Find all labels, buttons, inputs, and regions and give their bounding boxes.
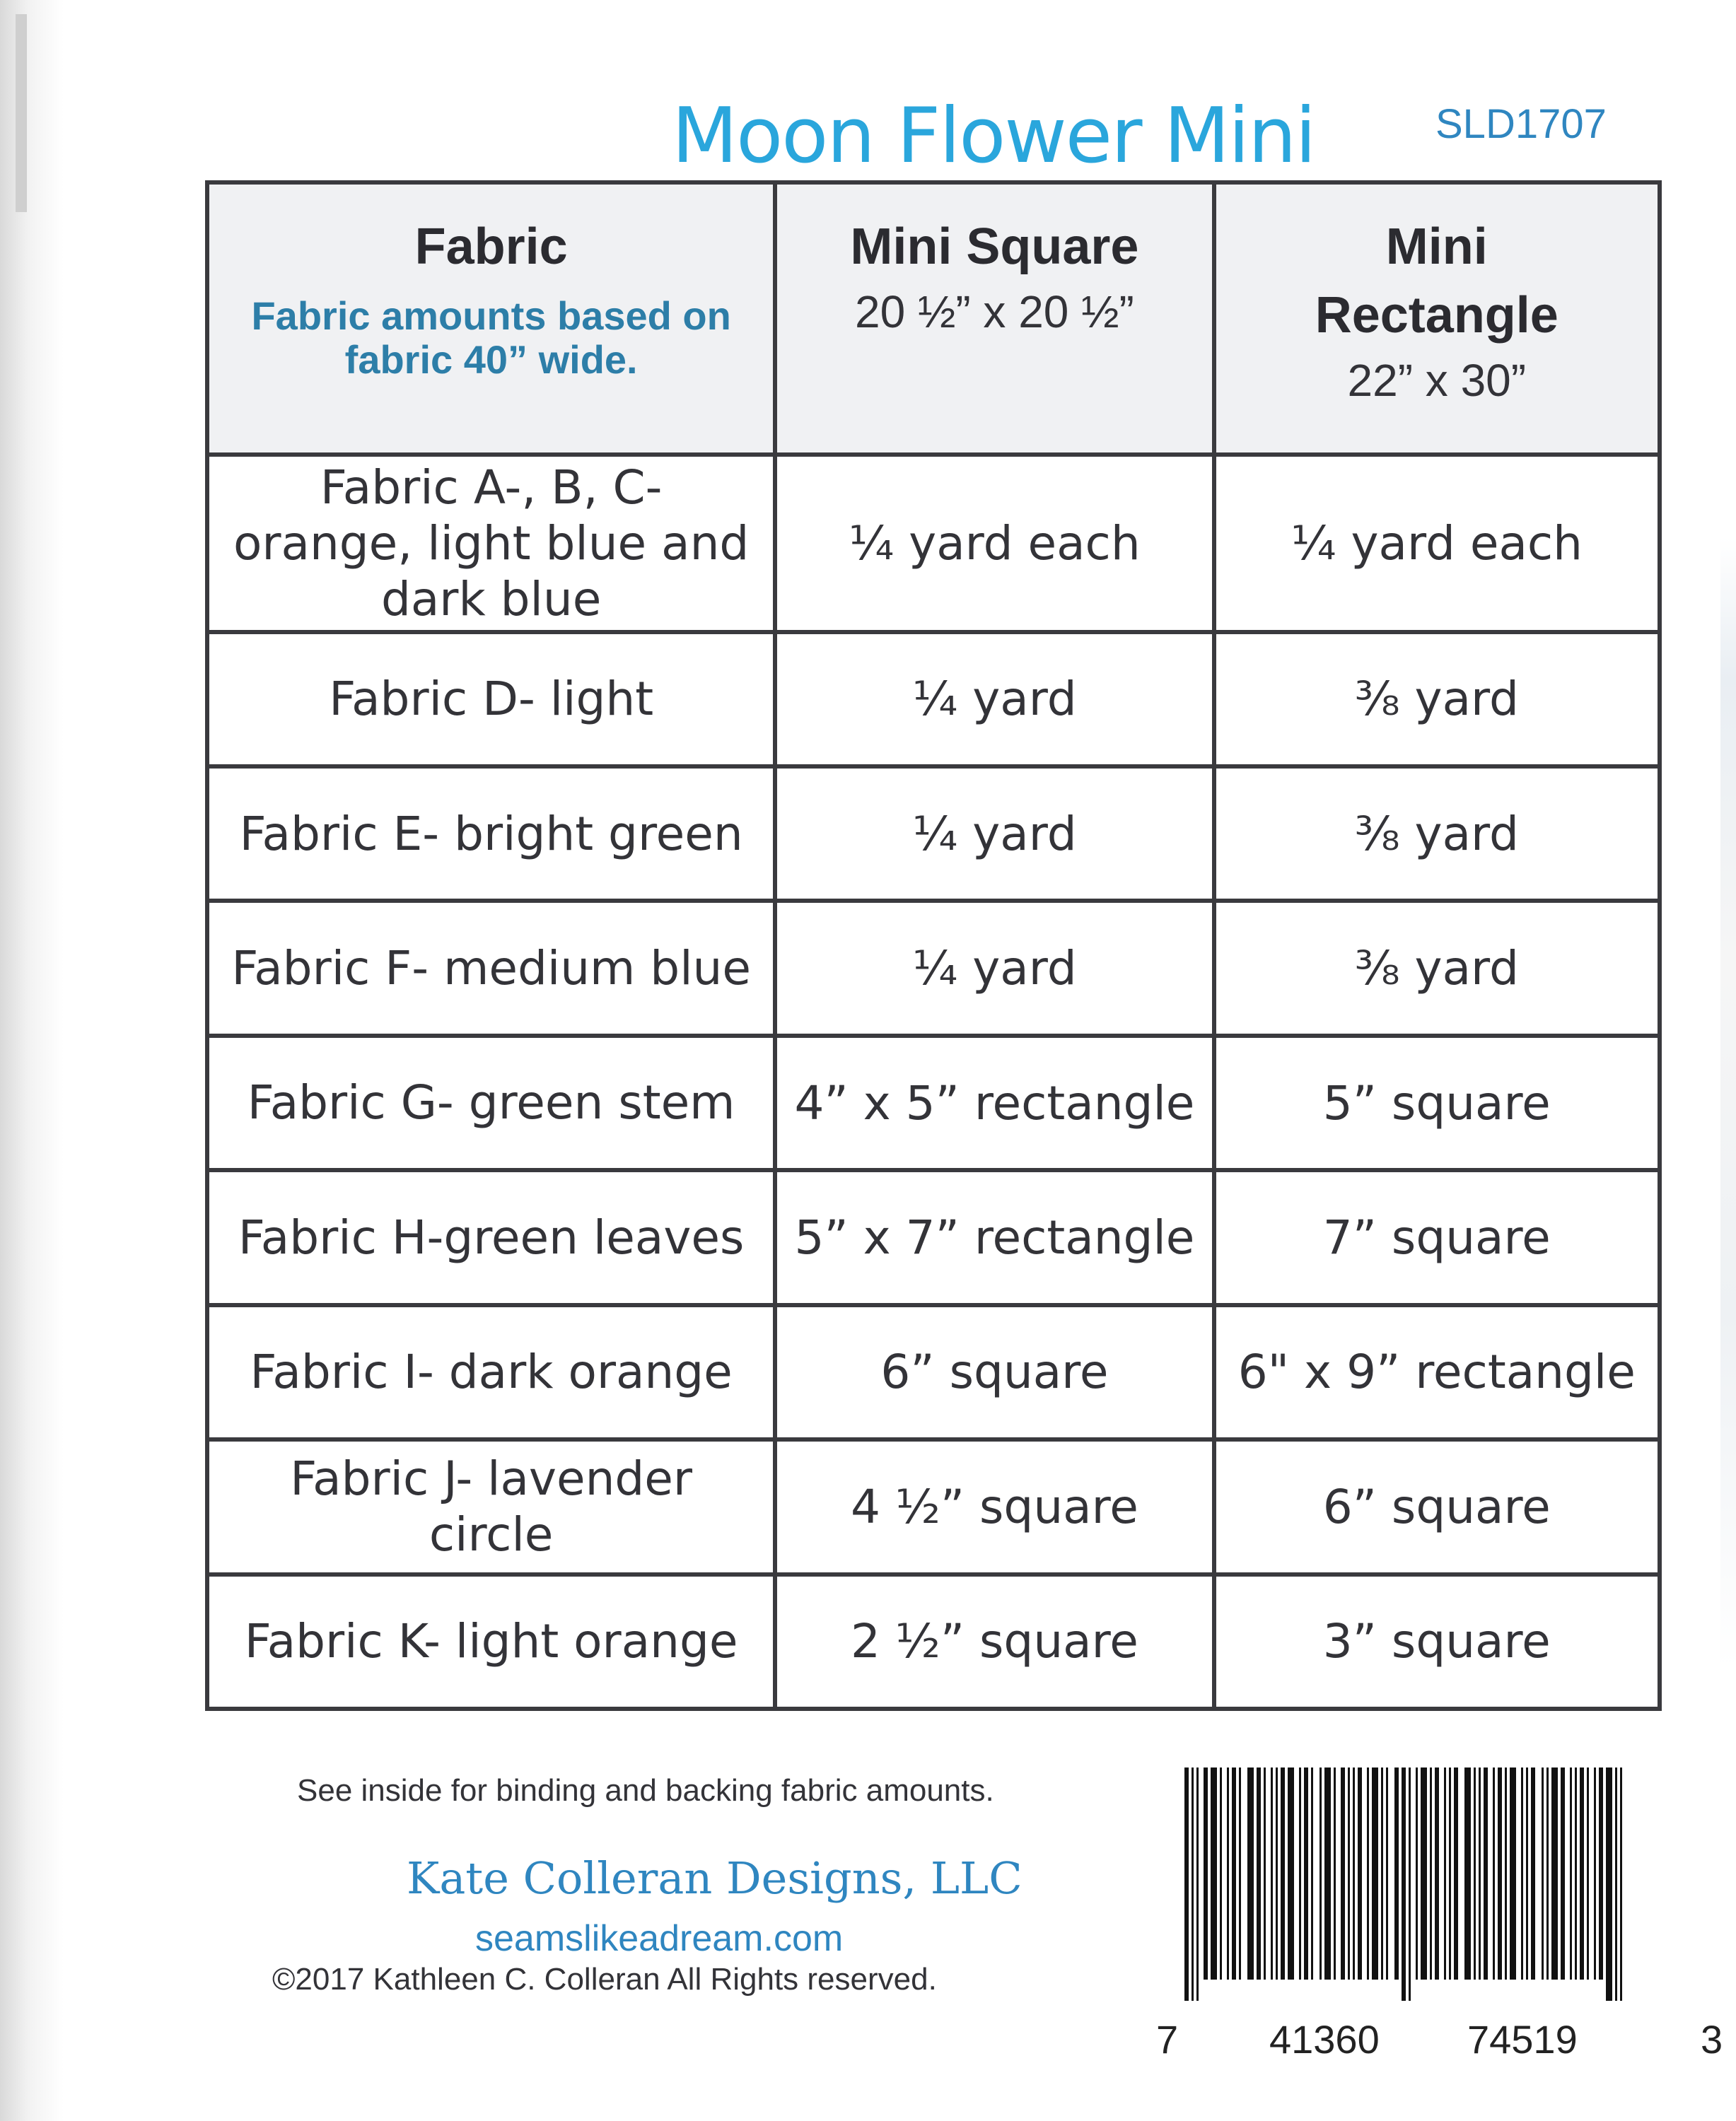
barcode-bar: [1288, 1768, 1294, 1980]
barcode-bar: [1620, 1768, 1622, 2001]
mini-rectangle-cell: ⅜ yard: [1214, 901, 1660, 1035]
mini-square-cell: ¼ yard each: [775, 455, 1213, 632]
barcode-bar: [1599, 1768, 1603, 1980]
fabric-requirements-table: [205, 180, 1662, 1711]
barcode: [1156, 1768, 1723, 2062]
mini-square-cell: ¼ yard: [775, 901, 1213, 1035]
barcode-bar: [1232, 1768, 1236, 1980]
barcode-bar: [1348, 1768, 1350, 1980]
binding-backing-note: See inside for binding and backing fabric amounts.: [297, 1773, 994, 1808]
barcode-digit-left: 7: [1156, 2017, 1179, 2062]
table-row: [207, 901, 1660, 1035]
barcode-bar: [1474, 1768, 1476, 1980]
mini-rectangle-title-line1: Mini: [1385, 218, 1488, 275]
barcode-bar: [1402, 1768, 1406, 2001]
barcode-bar: [1264, 1768, 1266, 1980]
mini-square-cell: 4” x 5” rectangle: [775, 1036, 1213, 1170]
table-row: [207, 1439, 1660, 1574]
pattern-title: Moon Flower Mini: [672, 92, 1315, 180]
table-row: [207, 1574, 1660, 1709]
barcode-bar: [1484, 1768, 1488, 1980]
barcode-group-1: 41360: [1269, 2017, 1380, 2062]
barcode-bar: [1546, 1768, 1549, 1980]
barcode-bar: [1353, 1768, 1355, 1980]
barcode-bar: [1239, 1768, 1241, 1980]
barcode-bar: [1276, 1768, 1278, 1980]
barcode-bar: [1421, 1768, 1427, 1980]
barcode-bar: [1196, 1768, 1199, 2001]
barcode-bar: [1606, 1768, 1612, 2001]
barcode-bar: [1271, 1768, 1273, 1980]
barcode-bar: [1454, 1768, 1458, 1980]
mini-square-cell: 4 ½” square: [775, 1439, 1213, 1574]
table-row: [207, 1170, 1660, 1304]
mini-square-cell: 2 ½” square: [775, 1574, 1213, 1709]
mini-rectangle-cell: 3” square: [1214, 1574, 1660, 1709]
barcode-bar: [1615, 1768, 1617, 2001]
barcode-bar: [1394, 1768, 1399, 1980]
barcode-bar: [1227, 1768, 1229, 1980]
barcode-bar: [1498, 1768, 1502, 1980]
table-row: [207, 455, 1660, 632]
barcode-bar: [1247, 1768, 1254, 1980]
fabric-cell: Fabric D- light: [207, 632, 775, 766]
barcode-bar: [1311, 1768, 1313, 1980]
fabric-cell: Fabric G- green stem: [207, 1036, 775, 1170]
fabric-cell: Fabric I- dark orange: [207, 1305, 775, 1439]
barcode-bar: [1521, 1768, 1523, 1980]
fabric-cell: Fabric H-green leaves: [207, 1170, 775, 1304]
pattern-code: SLD1707: [1435, 101, 1607, 147]
barcode-bar: [1561, 1768, 1565, 1980]
barcode-bar: [1570, 1768, 1572, 1980]
mini-square-cell: 5” x 7” rectangle: [775, 1170, 1213, 1304]
fabric-cell: Fabric E- bright green: [207, 766, 775, 901]
fabric-header-title: Fabric: [414, 218, 568, 275]
barcode-bar: [1510, 1768, 1516, 1980]
barcode-bar: [1493, 1768, 1495, 1980]
barcode-bar: [1449, 1768, 1451, 1980]
barcode-bar: [1324, 1768, 1331, 1980]
barcode-bar: [1587, 1768, 1589, 1980]
barcode-bar: [1531, 1768, 1535, 1980]
barcode-bar: [1386, 1768, 1388, 1980]
mini-rectangle-title-line2: Rectangle: [1315, 287, 1559, 344]
barcode-group-2: 74519: [1467, 2017, 1578, 2062]
company-name: Kate Colleran Designs, LLC: [407, 1852, 1023, 1904]
fabric-cell: Fabric A-, B, C- orange, light blue and dark blue: [207, 455, 775, 632]
barcode-bar: [1320, 1768, 1322, 1980]
table-row: [207, 766, 1660, 901]
barcode-bar: [1184, 1768, 1189, 2001]
barcode-bar: [1381, 1768, 1383, 1980]
fabric-cell: Fabric J- lavender circle: [207, 1439, 775, 1574]
barcode-bar: [1416, 1768, 1418, 1980]
mini-square-size: 20 ½” x 20 ½”: [854, 286, 1134, 338]
barcode-bar: [1257, 1768, 1261, 1980]
mini-square-cell: ¼ yard: [775, 632, 1213, 766]
mini-rectangle-cell: ¼ yard each: [1214, 455, 1660, 632]
mini-square-title: Mini Square: [850, 218, 1139, 275]
fabric-column-header: [207, 182, 775, 455]
barcode-bar: [1435, 1768, 1439, 1980]
barcode-digit-right: 3: [1701, 2017, 1723, 2062]
mini-square-column-header: [775, 182, 1213, 455]
barcode-bar: [1341, 1768, 1345, 1980]
barcode-bar: [1211, 1768, 1217, 1980]
mini-rectangle-size: 22” x 30”: [1347, 355, 1527, 407]
barcode-bar: [1192, 1768, 1194, 2001]
barcode-bar: [1526, 1768, 1528, 1980]
barcode-bar: [1505, 1768, 1507, 1980]
barcode-bars: [1177, 1768, 1679, 2001]
fabric-cell: Fabric K- light orange: [207, 1574, 775, 1709]
mini-rectangle-cell: 7” square: [1214, 1170, 1660, 1304]
barcode-bar: [1304, 1768, 1308, 1980]
mini-rectangle-cell: ⅜ yard: [1214, 766, 1660, 901]
mini-square-cell: ¼ yard: [775, 766, 1213, 901]
barcode-bar: [1542, 1768, 1544, 1980]
barcode-bar: [1372, 1768, 1378, 1980]
barcode-bar: [1281, 1768, 1285, 1980]
barcode-bar: [1204, 1768, 1208, 1980]
barcode-bar: [1479, 1768, 1481, 1980]
barcode-bar: [1464, 1768, 1471, 1980]
mini-square-cell: 6” square: [775, 1305, 1213, 1439]
adjacent-page-edge: [1720, 537, 1736, 1669]
mini-rectangle-cell: ⅜ yard: [1214, 632, 1660, 766]
barcode-bar: [1358, 1768, 1362, 1980]
website-link[interactable]: seamslikeadream.com: [475, 1918, 844, 1959]
table-row: [207, 632, 1660, 766]
fabric-width-note: Fabric amounts based on fabric 40” wide.: [251, 293, 731, 382]
fabric-cell: Fabric F- medium blue: [207, 901, 775, 1035]
barcode-bar: [1299, 1768, 1301, 1980]
barcode-bar: [1444, 1768, 1446, 1980]
mini-rectangle-cell: 6” square: [1214, 1439, 1660, 1574]
mini-rectangle-column-header: [1214, 182, 1660, 455]
barcode-bar: [1220, 1768, 1222, 1980]
table-row: [207, 1305, 1660, 1439]
barcode-bar: [1594, 1768, 1596, 1980]
mini-rectangle-cell: 6" x 9” rectangle: [1214, 1305, 1660, 1439]
barcode-bar: [1580, 1768, 1584, 1980]
table-row: [207, 1036, 1660, 1170]
mini-rectangle-cell: 5” square: [1214, 1036, 1660, 1170]
copyright-text: ©2017 Kathleen C. Colleran All Rights reserved.: [272, 1962, 937, 1997]
table-header-row: [207, 182, 1660, 455]
barcode-bar: [1334, 1768, 1336, 1980]
barcode-bar: [1575, 1768, 1577, 1980]
barcode-bar: [1430, 1768, 1432, 1980]
page-edge-mark: [16, 14, 27, 212]
barcode-bar: [1551, 1768, 1558, 1980]
page-edge-shadow: [0, 0, 64, 2121]
barcode-bar: [1409, 1768, 1411, 2001]
barcode-bar: [1367, 1768, 1369, 1980]
